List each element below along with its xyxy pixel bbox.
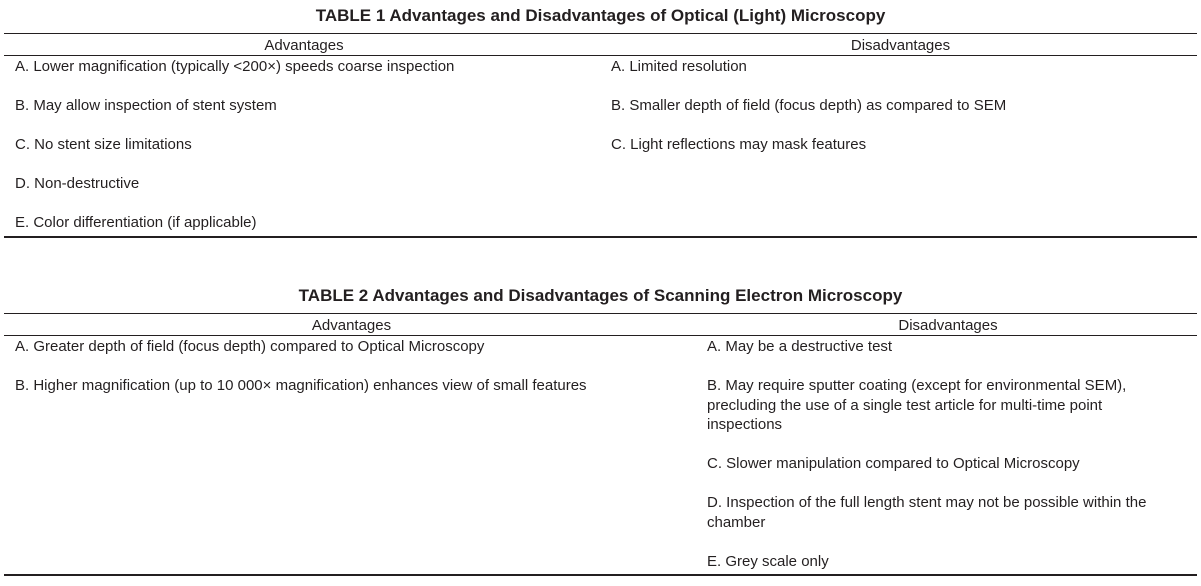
table-2-disadvantage-a: A. May be a destructive test — [707, 338, 893, 355]
table-1-disadvantage-c: C. Light reflections may mask features — [611, 136, 867, 153]
table-2-disadvantage-d: D. Inspection of the full length stent may not be possible within the chamber — [707, 494, 1147, 531]
table-1-disadvantages-header: Disadvantages — [850, 37, 951, 54]
table-2-disadvantage-b: B. May require sputter coating (except for environmental SEM), precluding the use of a single test article for multi-time point inspections — [707, 377, 1127, 433]
table-2-disadvantage-c: C. Slower manipulation compared to Optical Microscopy — [707, 455, 1080, 472]
table-2-advantage-b: B. Higher magnification (up to 10 000× magnification) enhances view of small features — [15, 377, 587, 394]
table-1-advantage-e: E. Color differentiation (if applicable) — [15, 214, 257, 231]
table-1-advantage-c: C. No stent size limitations — [15, 136, 192, 153]
table-2-disadvantages-header: Disadvantages — [898, 317, 998, 334]
table-1-disadvantage-b: B. Smaller depth of field (focus depth) as compared to SEM — [611, 97, 1007, 114]
table-1-top-rule — [4, 33, 1197, 34]
table-2-advantage-a: A. Greater depth of field (focus depth) compared to Optical Microscopy — [15, 338, 485, 355]
table-2-disadvantage-e: E. Grey scale only — [707, 553, 829, 570]
table-1-bottom-rule — [4, 236, 1197, 238]
table-1-caption: TABLE 1 Advantages and Disadvantages of Optical (Light) Microscopy — [315, 6, 886, 25]
table-2-advantages-header: Advantages — [311, 317, 392, 334]
table-1-advantages-header: Advantages — [264, 37, 344, 54]
table-1-advantage-a: A. Lower magnification (typically <200×) speeds coarse inspection — [15, 58, 455, 75]
table-2-caption: TABLE 2 Advantages and Disadvantages of Scanning Electron Microscopy — [298, 286, 903, 305]
table-1-advantage-b: B. May allow inspection of stent system — [15, 97, 277, 114]
table-2-top-rule — [4, 313, 1197, 314]
table-1-disadvantage-a: A. Limited resolution — [611, 58, 747, 75]
table-2-bottom-rule — [4, 574, 1197, 576]
table-1-advantage-d: D. Non-destructive — [15, 175, 140, 192]
